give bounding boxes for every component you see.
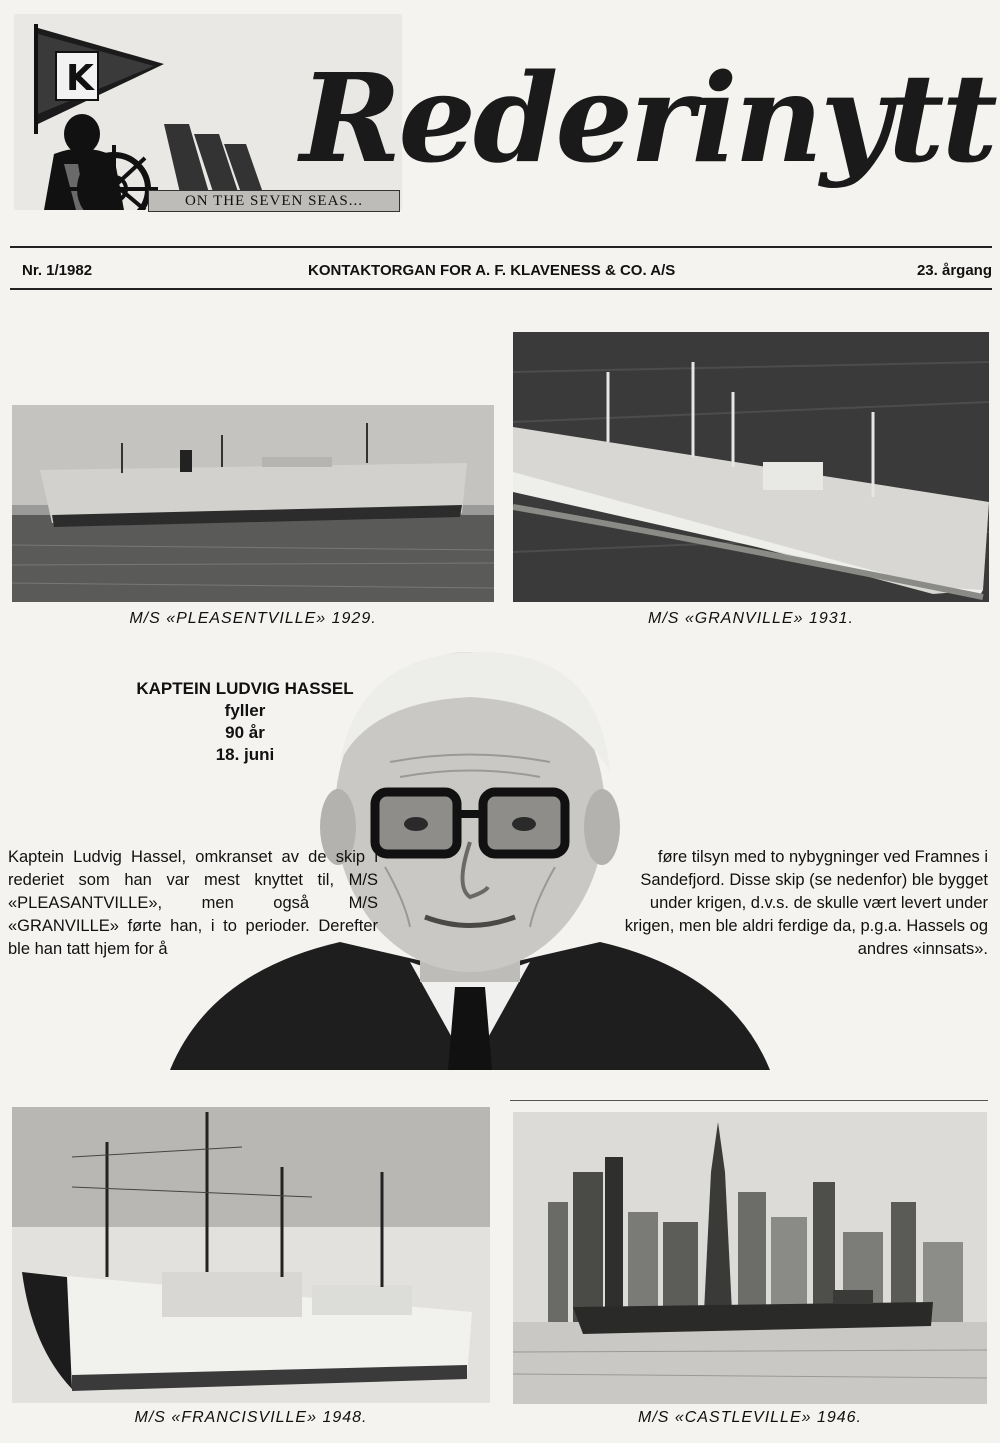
caption-francisville: M/S «FRANCISVILLE» 1948. — [134, 1409, 368, 1426]
issue-number: Nr. 1/1982 — [22, 262, 93, 279]
headline-age: 90 år — [225, 723, 265, 742]
volume-label: 23. årgang — [916, 262, 992, 279]
divider-line — [510, 1100, 988, 1101]
caption-granville: M/S «GRANVILLE» 1931. — [648, 610, 854, 627]
headline-date: 18. juni — [215, 745, 275, 764]
newsletter-title: Rederinytt — [300, 46, 995, 190]
headline-verb: fyller — [224, 701, 266, 720]
article-text-left: Kaptein Ludvig Hassel, omkranset av de skip i rederiet som han var mest knyttet til, M/S «PLEASANTVILLE», men også M/S «GRANVILLE» førte han, i to perioder. Derefter ble han tatt hjem for å — [8, 848, 378, 958]
ship-photo-francisville — [12, 1107, 490, 1403]
ship-photo-castleville — [513, 1112, 987, 1404]
flag-letter: K — [66, 58, 94, 99]
tagline: ON THE SEVEN SEAS... — [148, 190, 400, 212]
issue-row — [12, 258, 992, 284]
publication-organ: KONTAKTORGAN FOR A. F. KLAVENESS & CO. A/S — [308, 262, 676, 279]
header-rule-top — [10, 246, 992, 248]
ship-photo-granville — [513, 332, 989, 602]
caption-castleville: M/S «CASTLEVILLE» 1946. — [638, 1409, 862, 1426]
article-text-right: føre tilsyn med to nybygninger ved Framnes i Sandefjord. Disse skip (se nedenfor) ble bygget under krigen, d.v.s. de skulle vært levert under krigen, men ble aldri ferdige da, p.g.a. Hassels og andres «innsats». — [624, 848, 988, 958]
header-rule-bottom — [10, 288, 992, 290]
headline-name: KAPTEIN LUDVIG HASSEL — [136, 679, 354, 698]
ship-photo-pleasentville — [12, 405, 494, 602]
caption-pleasentville: M/S «PLEASENTVILLE» 1929. — [129, 610, 377, 627]
